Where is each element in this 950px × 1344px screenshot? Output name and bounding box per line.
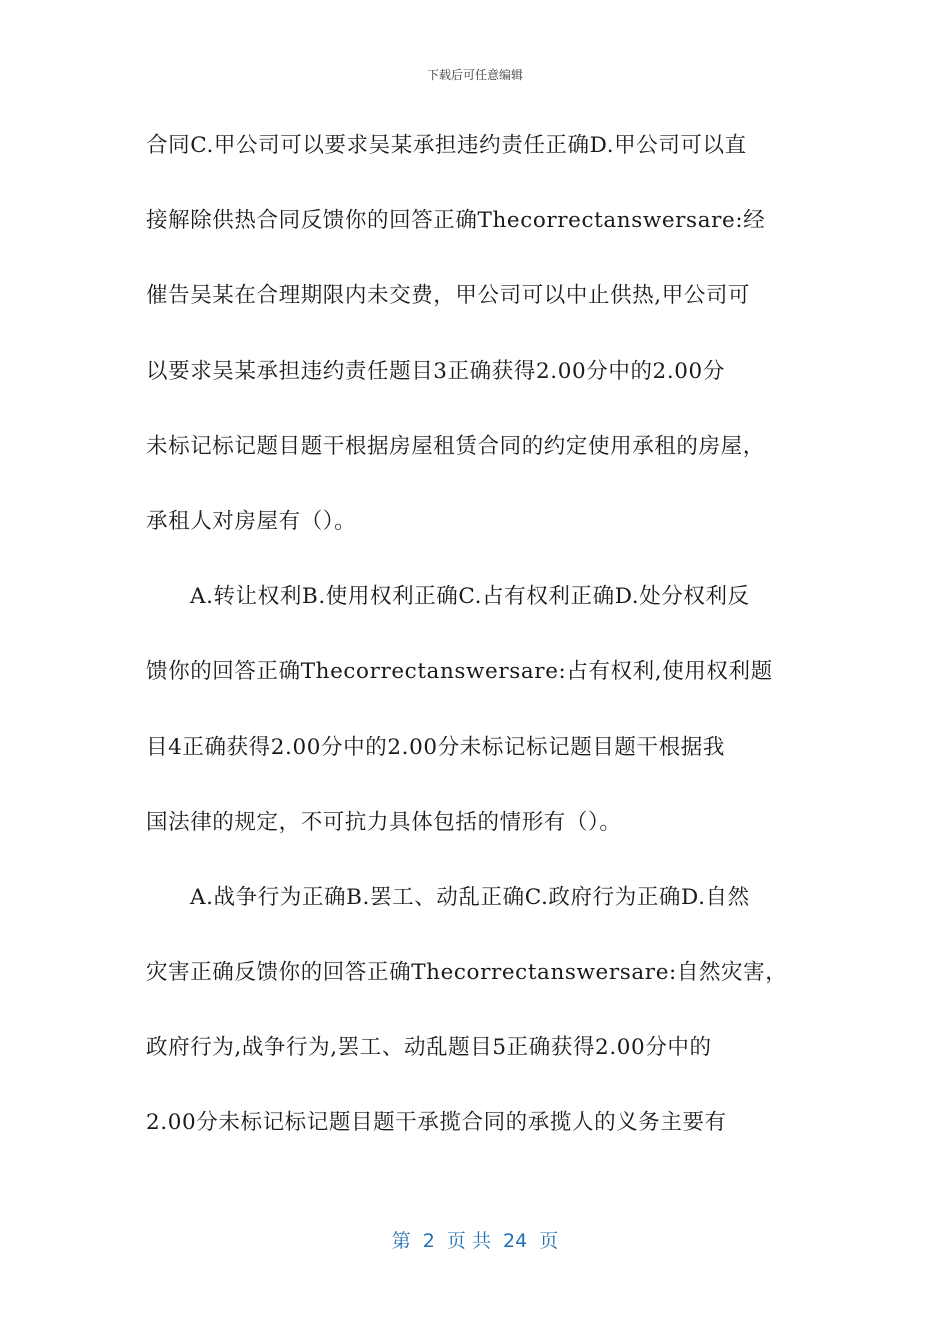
- text-line: 国法律的规定，不可抗力具体包括的情形有（）。: [146, 809, 622, 835]
- page-number-footer: 第 2 页 共 24 页: [391, 1230, 559, 1252]
- text-line: A.战争行为正确B.罢工、动乱正确C.政府行为正确D.自然: [190, 884, 750, 910]
- text-line: 2.00分未标记标记题目题干承揽合同的承揽人的义务主要有: [146, 1110, 727, 1136]
- text-line: 以要求吴某承担违约责任题目3正确获得2.00分中的2.00分: [146, 358, 725, 384]
- page-header: 下载后可任意编辑: [426, 68, 523, 82]
- text-line: 目4正确获得2.00分中的2.00分未标记标记题目题干根据我: [146, 734, 725, 760]
- text-line: 催告吴某在合理期限内未交费，甲公司可以中止供热,甲公司可: [146, 283, 751, 309]
- text-line: 馈你的回答正确Thecorrectanswersare:占有权利,使用权利题: [146, 659, 773, 685]
- document-body: [146, 122, 808, 1175]
- text-line: 灾害正确反馈你的回答正确Thecorrectanswersare:自然灾害，: [146, 960, 788, 986]
- text-line: 承租人对房屋有（）。: [146, 508, 357, 534]
- text-line: 接解除供热合同反馈你的回答正确Thecorrectanswersare:经: [146, 208, 766, 234]
- text-line: A.转让权利B.使用权利正确C.占有权利正确D.处分权利反: [190, 584, 750, 610]
- text-line: 未标记标记题目题干根据房屋租赁合同的约定使用承租的房屋，: [146, 433, 765, 459]
- text-line: 政府行为,战争行为,罢工、动乱题目5正确获得2.00分中的: [146, 1035, 712, 1061]
- text-line: 合同C.甲公司可以要求吴某承担违约责任正确D.甲公司可以直: [146, 133, 747, 158]
